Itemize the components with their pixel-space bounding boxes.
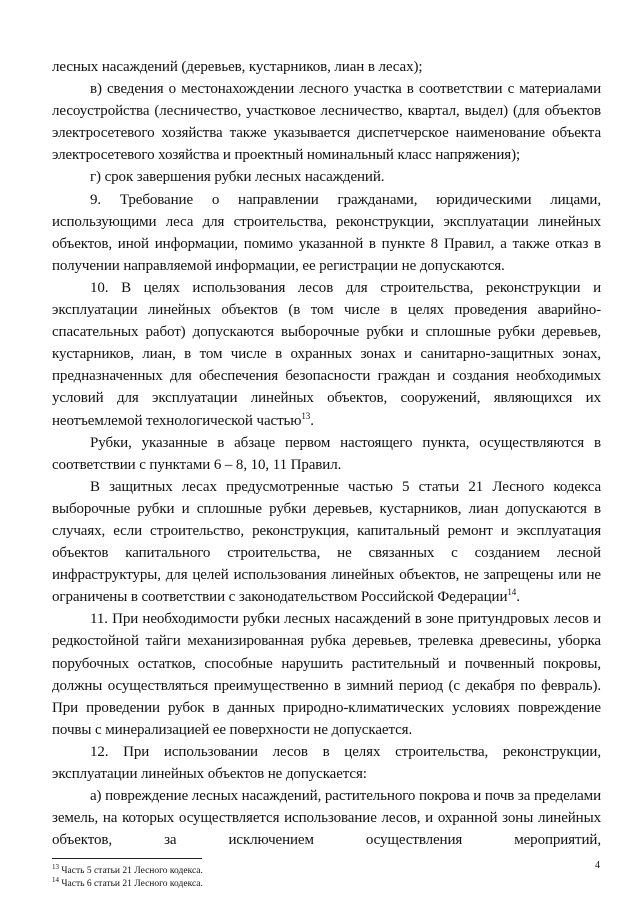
paragraph-10-clause-2: Рубки, указанные в абзаце первом настоящего пункта, осуществляются в соответствии с пунктами 6 – 8, 10, 11 Правил. bbox=[52, 434, 601, 473]
paragraph-12: 12. При использовании лесов в целях строительства, реконструкции, эксплуатации линейных объектов не допускается: bbox=[52, 743, 601, 782]
footnote-ref-13: 13 bbox=[301, 410, 311, 421]
page-number: 4 bbox=[595, 860, 600, 871]
body-text bbox=[52, 56, 601, 851]
paragraph-continuation: лесных насаждений (деревьев, кустарников, лиан в лесах); bbox=[52, 59, 423, 75]
footnote-divider bbox=[52, 858, 202, 859]
paragraph-10: 10. В целях использования лесов для строительства, реконструкции и эксплуатации линейных объектов (в том числе в целях проведения аварийно-спасательных работ) допускаются выборочные рубки и сплошные рубки деревьев, кустарников, лиан, в том числе в охранных зонах и санитарно-защитных зонах, предназначенных для обеспечения безопасности граждан и создания необходимых условий для эксплуатации линейных объектов, сооружений, являющихся их неотъемлемой технологической частью$^{13}$. bbox=[52, 279, 601, 429]
paragraph-12-item-a: а) повреждение лесных насаждений, растительного покрова и почв за пределами земель, на которых осуществляется использование лесов, и охранной зоны линейных объектов, за исключением осуществления мероприятий, bbox=[52, 788, 601, 849]
paragraph-item-v: в) сведения о местонахождении лесного участка в соответствии с материалами лесоустройства (лесничество, участковое лесничество, квартал, выдел) (для объектов электросетевого хозяйства также указывается диспетчерское наименование объекта электросетевого хозяйства и проектный номинальный класс напряжения); bbox=[52, 81, 601, 164]
footnote-14: $^{14}$ Часть 6 статьи 21 Лесного кодекса. bbox=[52, 876, 203, 890]
paragraph-11: 11. При необходимости рубки лесных насаждений в зоне притундровых лесов и редкостойной тайги механизированная рубка деревьев, трелевка древесины, уборка порубочных остатков, способные нарушить растительный и почвенный покровы, должны осуществляться преимущественно в зимний период (с декабря по февраль). При проведении рубок в данных природно-климатических условиях повреждение почвы с минерализацией ее поверхности не допускается. bbox=[52, 611, 601, 738]
footnote-ref-14: 14 bbox=[507, 587, 517, 598]
paragraph-10-clause-3: В защитных лесах предусмотренные частью 5 статьи 21 Лесного кодекса выборочные рубки и сплошные рубки деревьев, кустарников, лиан допускаются в случаях, если строительство, реконструкция, капитальный ремонт и эксплуатация объектов капитального строительства, не связанных с созданием лесной инфраструктуры, для целей использования линейных объектов, не запрещены или не ограничены в соответствии с законодательством Российской Федерации$^{14}$. bbox=[52, 478, 601, 606]
footnote-13: $^{13}$ Часть 5 статьи 21 Лесного кодекса. bbox=[52, 863, 203, 877]
paragraph-item-g: г) срок завершения рубки лесных насаждений. bbox=[90, 169, 385, 186]
paragraph-9: 9. Требование о направлении гражданами, юридическими лицами, использующими леса для строительства, реконструкции, эксплуатации линейных объектов, иной информации, помимо указанной в пункте 8 Правил, а также отказ в получении направляемой информации, ее регистрации не допускаются. bbox=[52, 191, 601, 274]
